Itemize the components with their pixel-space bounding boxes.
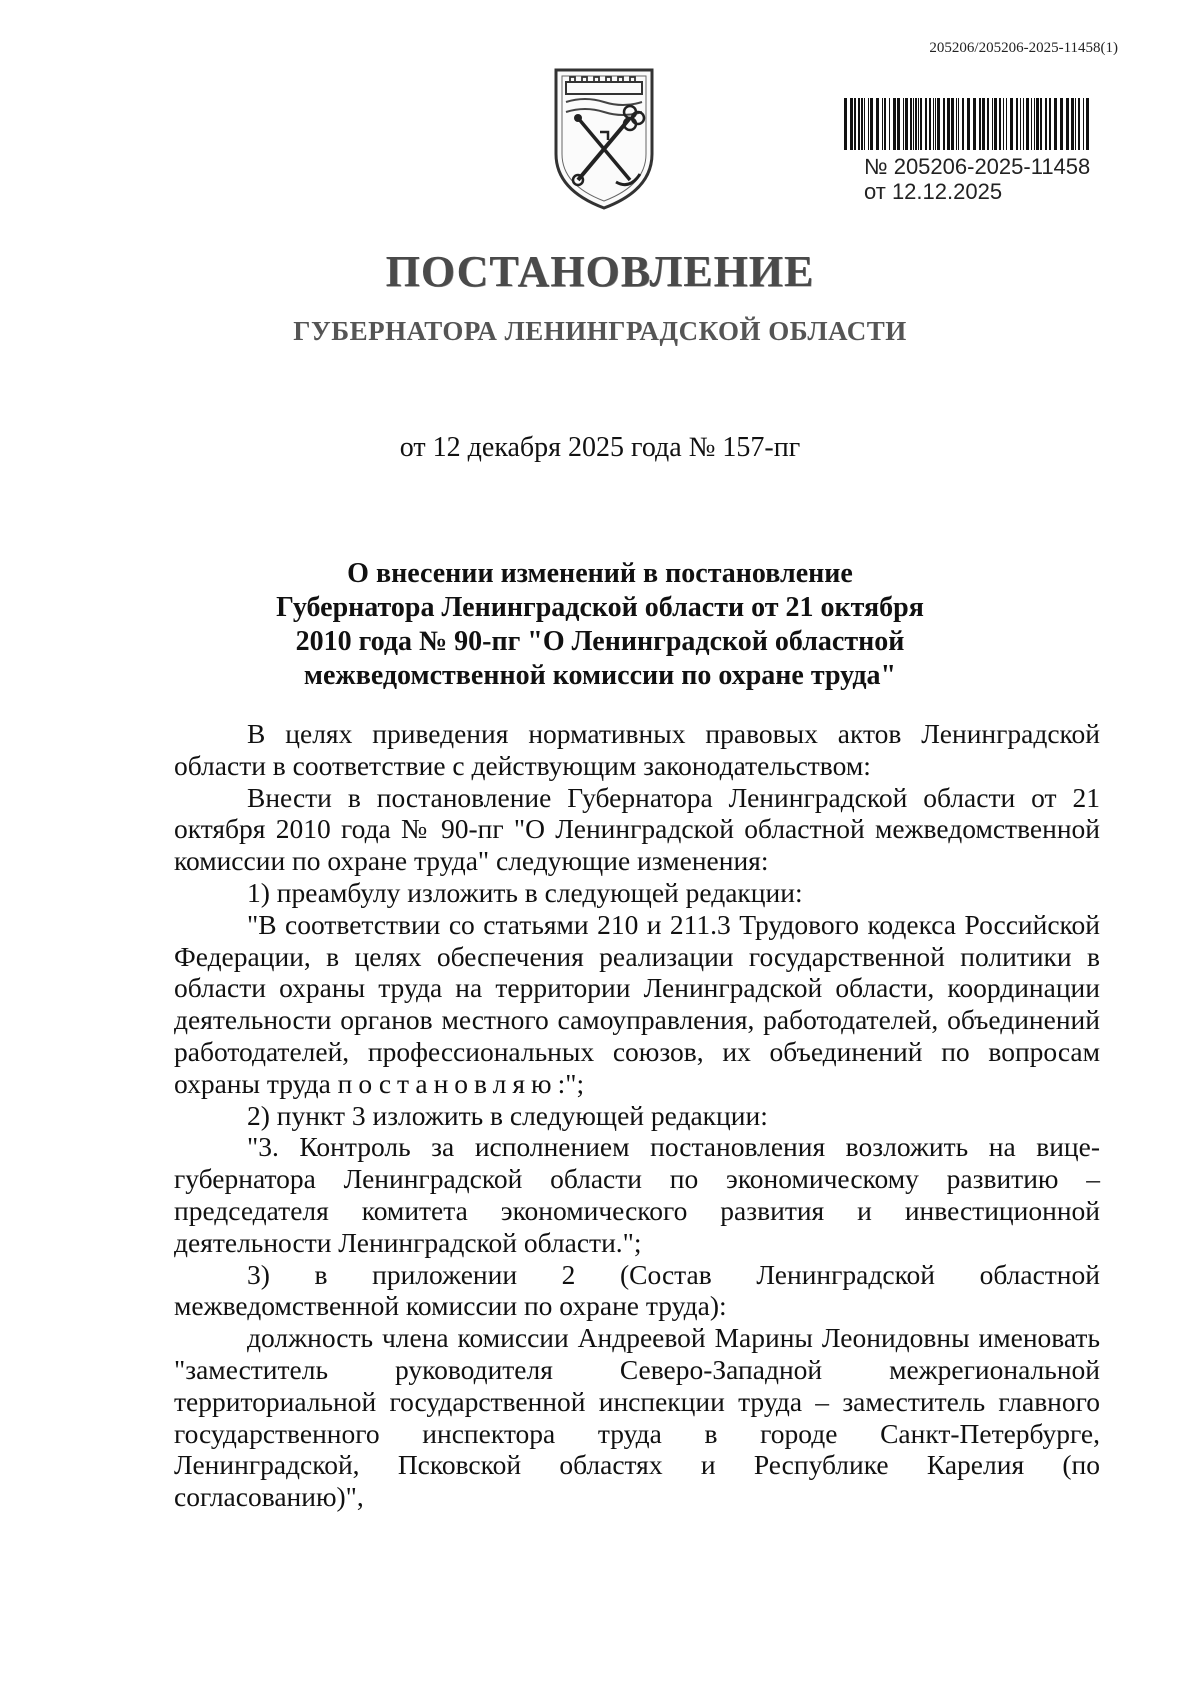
new-preamble-text: "В соответствии со статьями 210 и 211.3 Трудового кодекса Российской Федерации, в целях обеспечения реализации государственной политики в области охраны труда на территории Ленинградской области, координации деятельности органов местного самоуправления, работодателей, объединений работодателей, профессиональных союзов, их объединений по вопросам охраны труда: [174, 908, 1100, 1099]
heading-line: О внесении изменений в постановление: [347, 558, 853, 589]
spaced-word-postanovlyayu: постановляю: [337, 1067, 558, 1099]
leningrad-region-coat-of-arms-icon: [548, 62, 660, 212]
heading-line: межведомственной комиссии по охране труда": [303, 660, 897, 691]
barcode: [842, 98, 1096, 150]
heading-line: Губернатора Ленинградской области от 21 октября: [276, 592, 924, 623]
registration-number: № 205206-2025-11458: [864, 154, 1091, 179]
document-subtitle: ГУБЕРНАТОРА ЛЕНИНГРАДСКОЙ ОБЛАСТИ: [293, 316, 907, 346]
decree-body: [174, 718, 1100, 1513]
paragraph-item-1: 1) преамбулу изложить в следующей редакции:: [247, 876, 803, 908]
heading-line: 2010 года № 90-пг "О Ленинградской областной: [295, 626, 905, 657]
paragraph-item-2: 2) пункт 3 изложить в следующей редакции:: [247, 1099, 768, 1131]
registration-block: [864, 154, 1090, 204]
paragraph-member-position: должность члена комиссии Андреевой Марины Леонидовны именовать "заместитель руководителя Северо-Западной межрегиональной территориальной государственной инспекции труда – заместитель главного государственного инспектора труда в городе Санкт-Петербурге, Ленинградской, Псковской областях и Республике Карелия (по согласованию)",: [174, 1322, 1100, 1513]
document-title: ПОСТАНОВЛЕНИЕ: [385, 247, 815, 296]
paragraph-new-preamble: [174, 909, 1100, 1100]
registration-date: от 12.12.2025: [864, 179, 1003, 204]
decree-heading: [0, 557, 1200, 693]
paragraph-preamble-purpose: В целях приведения нормативных правовых актов Ленинградской области в соответствие с действующим законодательством:: [174, 718, 1100, 781]
paragraph-item-3-appendix: 3) в приложении 2 (Состав Ленинградской областной межведомственной комиссии по охране труда):: [174, 1258, 1100, 1322]
paragraph-amendments-intro: Внести в постановление Губернатора Ленинградской области от 21 октября 2010 года № 90-пг "О Ленинградской областной межведомственной комиссии по охране труда" следующие изменения:: [174, 781, 1100, 877]
paragraph-item-3-control: "3. Контроль за исполнением постановления возложить на вице-губернатора Ленинградской области по экономическому развитию – председателя комитета экономического развития и инвестиционной деятельности Ленинградской области.";: [174, 1131, 1100, 1258]
decree-date-number: от 12 декабря 2025 года № 157-пг: [399, 432, 801, 463]
new-preamble-tail: :";: [557, 1067, 585, 1099]
document-reference: 205206/205206-2025-11458(1): [929, 40, 1118, 56]
